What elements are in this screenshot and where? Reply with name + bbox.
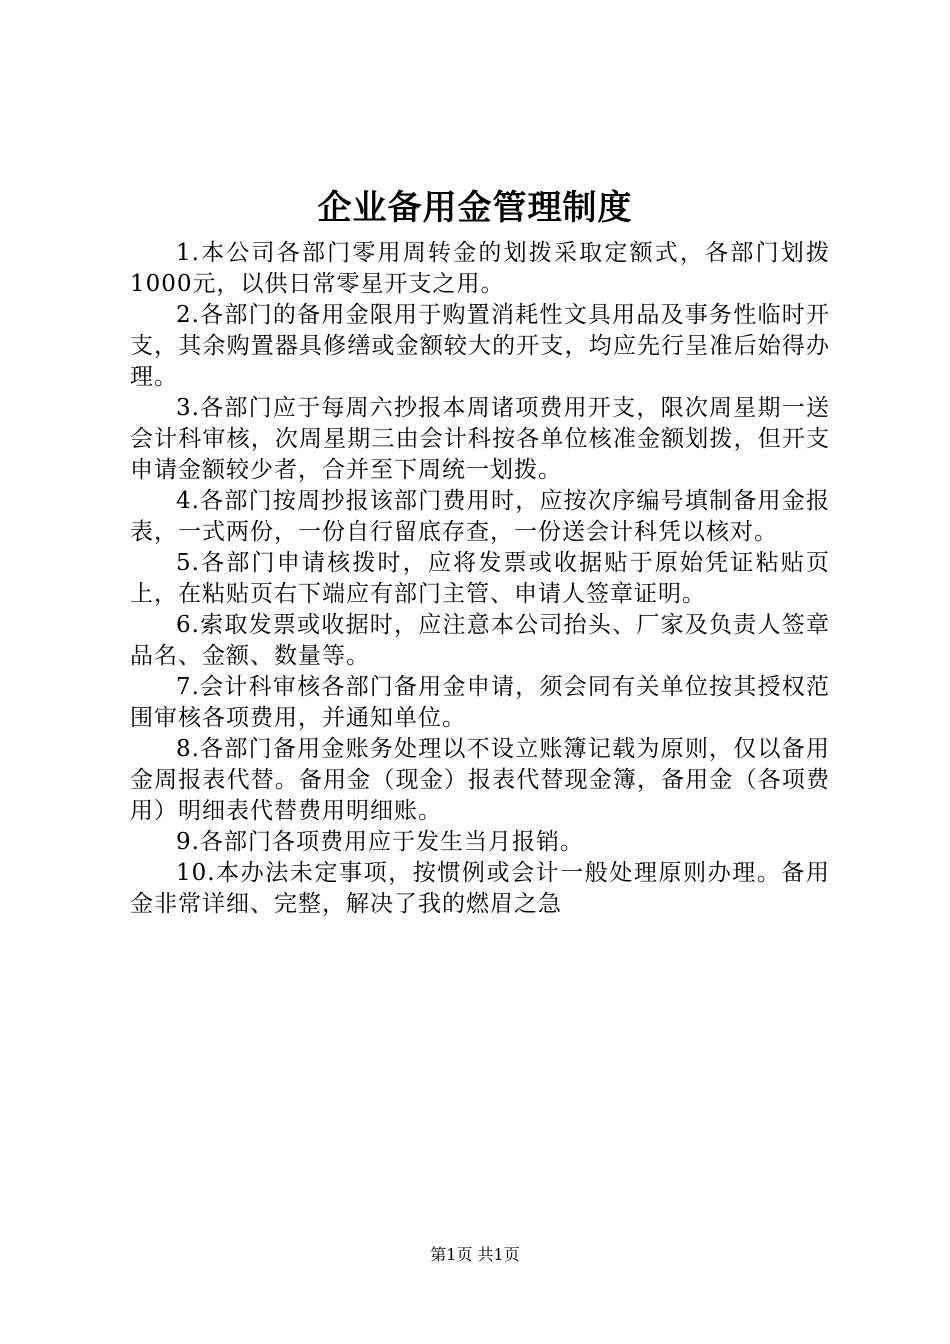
paragraph-2: 2.各部门的备用金限用于购置消耗性文具用品及事务性临时开支，其余购置器具修缮或金额较大的开支，均应先行呈准后始得办理。 [130, 302, 830, 390]
paragraph-3: 3.各部门应于每周六抄报本周诸项费用开支，限次周星期一送会计科审核，次周星期三由会计科按各单位核准金额划拨，但开支申请金额较少者，合并至下周统一划拨。 [130, 395, 830, 483]
paragraph-8: 8.各部门备用金账务处理以不设立账簿记载为原则，仅以备用金周报表代替。备用金（现金）报表代替现金簿，备用金（各项费用）明细表代替费用明细账。 [130, 736, 830, 824]
document-body [130, 238, 830, 920]
paragraph-4: 4.各部门按周抄报该部门费用时，应按次序编号填制备用金报表，一式两份，一份自行留底存查，一份送会计科凭以核对。 [130, 488, 830, 545]
paragraph-9: 9.各部门各项费用应于发生当月报销。 [176, 829, 584, 855]
paragraph-6: 6.索取发票或收据时，应注意本公司抬头、厂家及负责人签章品名、金额、数量等。 [130, 612, 830, 669]
paragraph-5: 5.各部门申请核拨时，应将发票或收据贴于原始凭证粘贴页上，在粘贴页右下端应有部门主管、申请人签章证明。 [130, 550, 830, 607]
paragraph-7: 7.会计科审核各部门备用金申请，须会同有关单位按其授权范围审核各项费用，并通知单位。 [130, 674, 830, 731]
page-footer: 第1页 共1页 [430, 1245, 520, 1264]
paragraph-1: 1.本公司各部门零用周转金的划拨采取定额式，各部门划拨1000元，以供日常零星开支之用。 [130, 240, 830, 297]
paragraph-10: 10.本办法未定事项，按惯例或会计一般处理原则办理。备用金非常详细、完整，解决了我的燃眉之急 [130, 860, 830, 917]
document-title: 企业备用金管理制度 [317, 188, 633, 228]
